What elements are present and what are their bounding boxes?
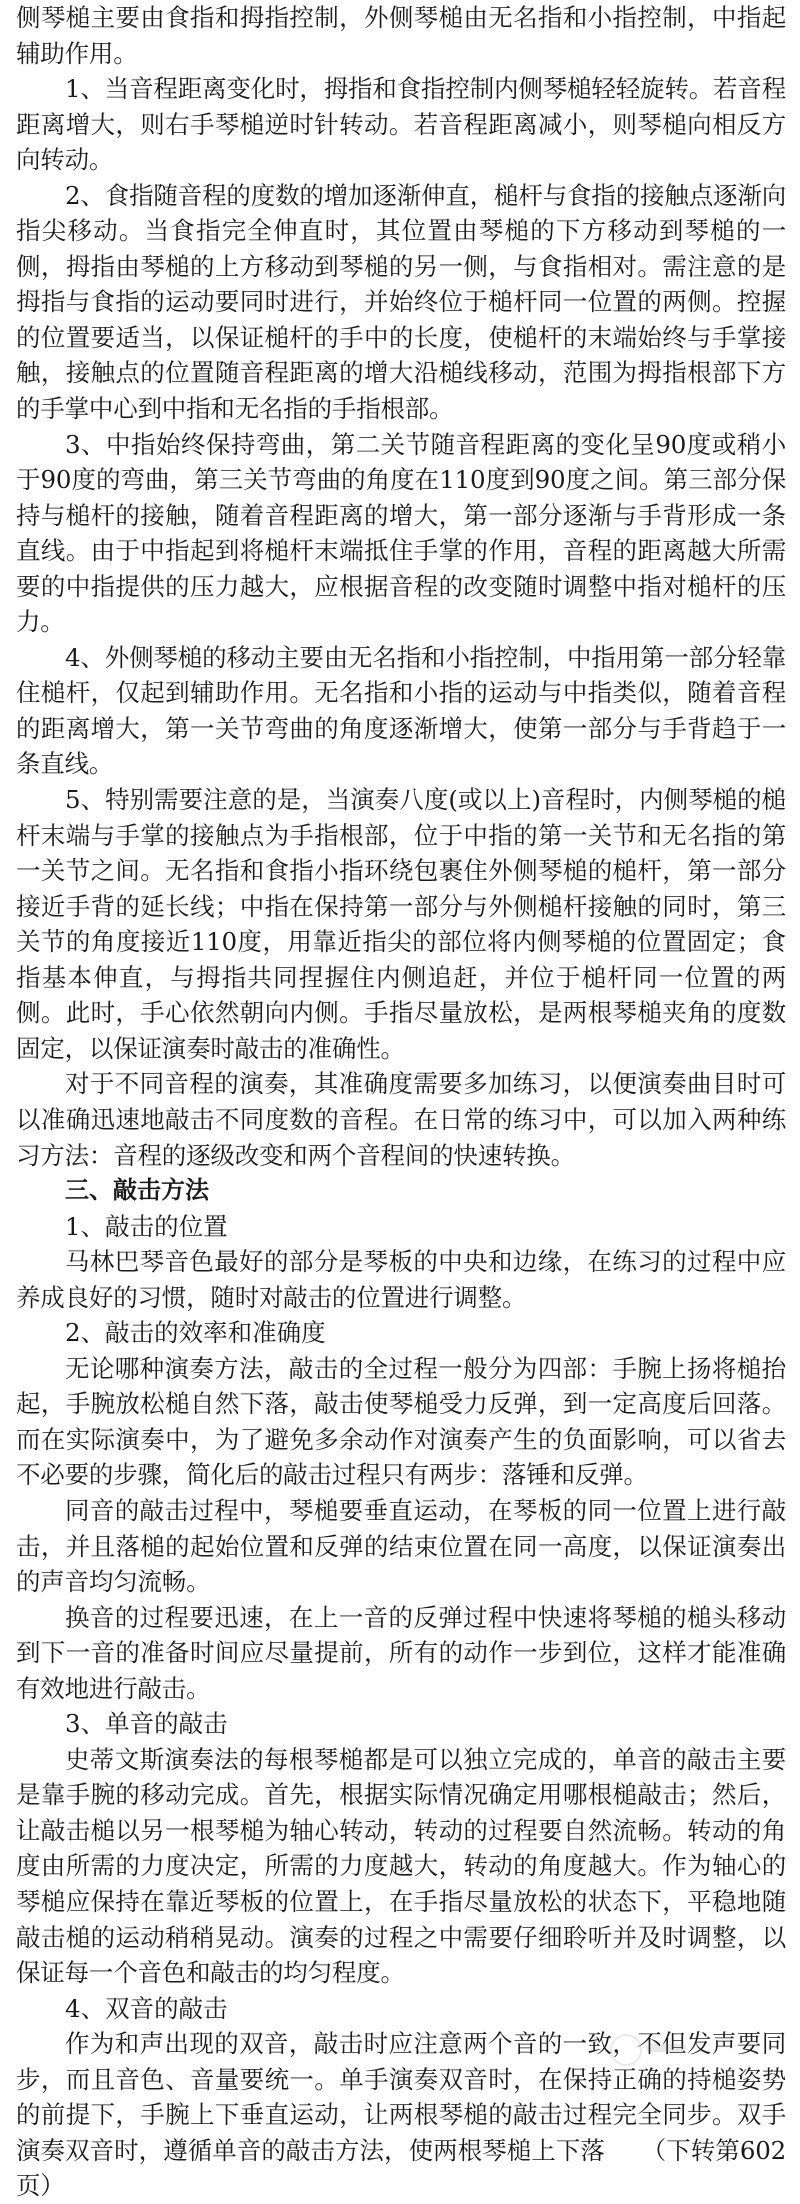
body-paragraph: 史蒂文斯演奏法的每根琴槌都是可以独立完成的，单音的敲击主要是靠手腕的移动完成。首先，根据实际情况确定用哪根槌敲击；然后，让敲击槌以另一根琴槌为轴心转动，转动的过程要自然流畅。转动的角度由所需的力度决定，所需的力度越大，转动的角度越大。作为轴心的琴槌应保持在靠近琴板的位置上，在手指尽量放松的状态下，平稳地随敲击槌的运动稍稍晃动。演奏的过程之中需要仔细聆听并及时调整，以保证每一个音色和敲击的均匀程度。 [16,1744,786,1988]
body-paragraph: 同音的敲击过程中，琴槌要垂直运动，在琴板的同一位置上进行敲击，并且落槌的起始位置和反弹的结束位置在同一高度，以保证演奏出的声音均匀流畅。 [16,1495,786,1597]
body-paragraph: 对于不同音程的演奏，其准确度需要多加练习，以便演奏曲目时可以准确迅速地敲击不同度数的音程。在日常的练习中，可以加入两种练习方法：音程的逐级改变和两个音程间的快速转换。 [16,1069,786,1170]
subsection-title: 2、敲击的效率和准确度 [65,1318,326,1348]
body-paragraph: 1、当音程距离变化时，拇指和食指控制内侧琴槌轻轻旋转。若音程距离增大，则右手琴槌逆时针转动。若音程距离减小，则琴槌向相反方向转动。 [16,74,786,175]
body-paragraph: 4、外侧琴槌的移动主要由无名指和小指控制，中指用第一部分轻靠住槌杆，仅起到辅助作用。无名指和小指的运动与中指类似，随着音程的距离增大，第一关节弯曲的角度逐渐增大，使第一部分与手背趋于一条直线。 [16,642,786,779]
subsection-title: 3、单音的敲击 [65,1709,228,1739]
body-paragraph: 3、中指始终保持弯曲，第二关节随音程距离的变化呈90度或稍小于90度的弯曲，第三关节弯曲的角度在110度到90度之间。第三部分保持与槌杆的接触，随着音程距离的增大，第一部分逐渐与手背形成一条直线。由于中指起到将槌杆末端抵住手掌的作用，音程的距离越大所需要的中指提供的压力越大，应根据音程的改变随时调整中指对槌杆的压力。 [16,429,786,637]
subsection-title: 4、双音的敲击 [65,1993,228,2023]
section-heading: 三、敲击方法 [65,1176,209,1205]
watermark-bar [646,2044,686,2052]
body-paragraph: 换音的过程要迅速，在上一音的反弹过程中快速将琴槌的槌头移动到下一音的准备时间应尽量提前，所有的动作一步到位，这样才能准确有效地进行敲击。 [16,1602,786,1703]
body-paragraph: 侧琴槌主要由食指和拇指控制，外侧琴槌由无名指和小指控制，中指起辅助作用。 [16,3,786,68]
watermark-logo-icon [610,2030,690,2066]
body-paragraph: 无论哪种演奏方法，敲击的全过程一般分为四部：手腕上扬将槌抬起，手腕放松槌自然下落，敲击使琴槌受力反弹，到一定高度后回落。而在实际演奏中，为了避免多余动作对演奏产生的负面影响，可以省去不必要的步骤，简化后的敲击过程只有两步：落锤和反弹。 [16,1353,786,1490]
document-page [16,0,786,2201]
body-paragraph: 马林巴琴音色最好的部分是琴板的中央和边缘，在练习的过程中应养成良好的习惯，随时对敲击的位置进行调整。 [16,1247,786,1312]
body-paragraph: 2、食指随音程的度数的增加逐渐伸直，槌杆与食指的接触点逐渐向指尖移动。当食指完全伸直时，其位置由琴槌的下方移动到琴槌的一侧，拇指由琴槌的上方移动到琴槌的另一侧，与食指相对。需注意的是拇指与食指的运动要同时进行，并始终位于槌杆同一位置的两侧。控握的位置要适当，以保证槌杆的手中的长度，使槌杆的末端始终与手掌接触，接触点的位置随音程距离的增大沿槌线移动，范围为拇指根部下方的手掌中心到中指和无名指的手指根部。 [16,180,786,424]
subsection-title: 1、敲击的位置 [65,1211,228,1241]
body-paragraph: 5、特别需要注意的是，当演奏八度(或以上)音程时，内侧琴槌的槌杆末端与手掌的接触点为手指根部，位于中指的第一关节和无名指的第一关节之间。无名指和食指小指环绕包裹住外侧琴槌的槌杆，第一部分接近手背的延长线；中指在保持第一部分与外侧槌杆接触的同时，第三关节的角度接近110度，用靠近指尖的部位将内侧琴槌的位置固定；食指基本伸直，与拇指共同捏握住内侧追赶，并位于槌杆同一位置的两侧。此时，手心依然朝向内侧。手指尽量放松，是两根琴槌夹角的度数固定，以保证演奏时敲击的准确性。 [16,785,786,1063]
body-paragraph: 作为和声出现的双音，敲击时应注意两个音的一致，不但发声要同步，而且音色、音量要统一。单手演奏双音时，在保持正确的持槌姿势的前提下，手腕上下垂直运动，让两根琴槌的敲击过程完全同步。双手演奏双音时，遵循单音的敲击方法，使两根琴槌上下落 （下转第602页） [16,2029,786,2201]
watermark-ring [610,2034,642,2066]
